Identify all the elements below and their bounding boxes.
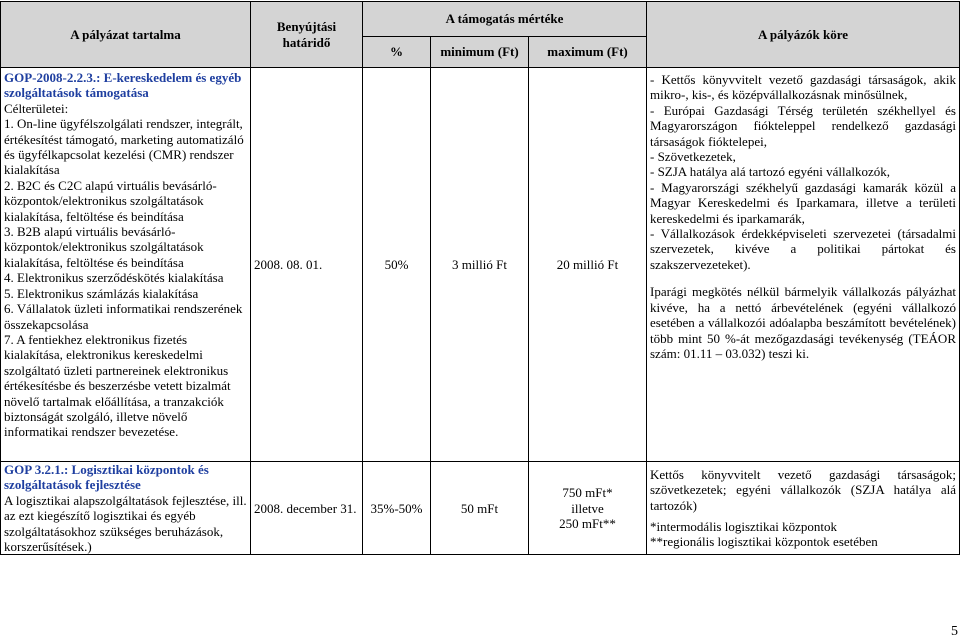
row2-applicants bbox=[647, 462, 960, 555]
header-content: A pályázat tartalma bbox=[1, 2, 251, 68]
row1-applicants-list: - Kettős könyvvitelt vezető gazdasági társaságok, akik mikro-, kis-, és középvállalkozásnak minősülnek, - Európai Gazdasági Térség területén székhellyel és Magyarországon fiókteleppel rendelkező gazdasági társaságok fióktelepei, - Szövetkezetek, - SZJA hatálya alá tartozó egyéni vállalkozók, - Magyarországi székhelyű gazdasági kamarák közül a Magyar Kereskedelmi és Iparkamara, illetve a területi kereskedelmi és iparkamarák, - Vállalkozások érdekképviseleti szervezetei (társadalmi szervezetek, kivéve a politikai pártokat és szakszervezeteket). bbox=[650, 72, 956, 272]
table-row bbox=[1, 68, 960, 462]
page-number: 5 bbox=[951, 624, 958, 639]
grant-table bbox=[0, 1, 960, 555]
header-percent: % bbox=[363, 37, 431, 68]
header-maximum: maximum (Ft) bbox=[529, 37, 647, 68]
row2-deadline: 2008. december 31. bbox=[251, 462, 363, 555]
row1-body: Célterületei: 1. On-line ügyfélszolgálati rendszer, integrált, értékesítést támogató, marketing automatizáló és ügyfélkapcsolat kezelési (CMR) rendszer kialakítása 2. B2C és C2C alapú virtuális bevásárló-központok/elektronikus szolgáltatások kialakítása, feltöltése és beindítása 3. B2B alapú virtuális bevásárló-központok/elektronikus szolgáltatások kialakítása, feltöltése és beindítása 4. Elektronikus szerződéskötés kialakítása 5. Elektronikus számlázás kialakítása 6. Vállalatok üzleti informatikai rendszerének összekapcsolása 7. A fentiekhez elektronikus fizetés kialakítása, elektronikus kereskedelmi szolgáltató üzleti partnereinek elektronikus értékesítésbe és beszerzésbe vetett bizalmát növelő tartalmak előállítása, a tranzakciók biztonságát szolgáló, illetve növelő informatikai rendszer bevezetése. bbox=[4, 100, 244, 440]
table-row bbox=[1, 462, 960, 555]
row1-content bbox=[1, 68, 251, 462]
row1-applicants bbox=[647, 68, 960, 462]
row2-content bbox=[1, 462, 251, 555]
row2-title: GOP 3.2.1.: Logisztikai központok és szolgáltatások fejlesztése bbox=[4, 462, 209, 493]
row1-minimum: 3 millió Ft bbox=[431, 68, 529, 462]
header-deadline: Benyújtási határidő bbox=[251, 2, 363, 68]
row1-percent: 50% bbox=[363, 68, 431, 462]
row2-applicants-text: Kettős könyvvitelt vezető gazdasági társaságok; szövetkezetek; egyéni vállalkozók (SZJA hatálya alá tartozók) bbox=[650, 466, 956, 513]
row2-minimum: 50 mFt bbox=[431, 462, 529, 555]
row2-percent: 35%-50% bbox=[363, 462, 431, 555]
row1-maximum: 20 millió Ft bbox=[529, 68, 647, 462]
row2-applicants-notes: *intermodális logisztikai központok **regionális logisztikai központok esetében bbox=[650, 518, 878, 550]
row2-body: A logisztikai alapszolgáltatások fejlesztése, ill. az ezt kiegészítő logisztikai és egyéb szolgáltatásokhoz szükséges beruházások, korszerűsítések.) bbox=[4, 492, 247, 555]
header-applicants: A pályázók köre bbox=[647, 2, 960, 68]
header-minimum: minimum (Ft) bbox=[431, 37, 529, 68]
row2-maximum: 750 mFt* illetve 250 mFt** bbox=[529, 462, 647, 555]
row1-applicants-note: Iparági megkötés nélkül bármelyik vállalkozás pályázhat kivéve, ha a nettó árbevételének (egyéni vállalkozó esetében a vállalkozói adóalapba beszámított bevételének) több mint 50 %-át mezőgazdasági tevékenység (TEÁOR szám: 01.11 – 03.032) teszi ki. bbox=[650, 284, 956, 361]
header-support: A támogatás mértéke bbox=[363, 2, 647, 37]
row1-title: GOP-2008-2.2.3.: E-kereskedelem és egyéb szolgáltatások támogatása bbox=[4, 70, 242, 101]
header-row-1 bbox=[1, 2, 960, 37]
row1-deadline: 2008. 08. 01. bbox=[251, 68, 363, 462]
